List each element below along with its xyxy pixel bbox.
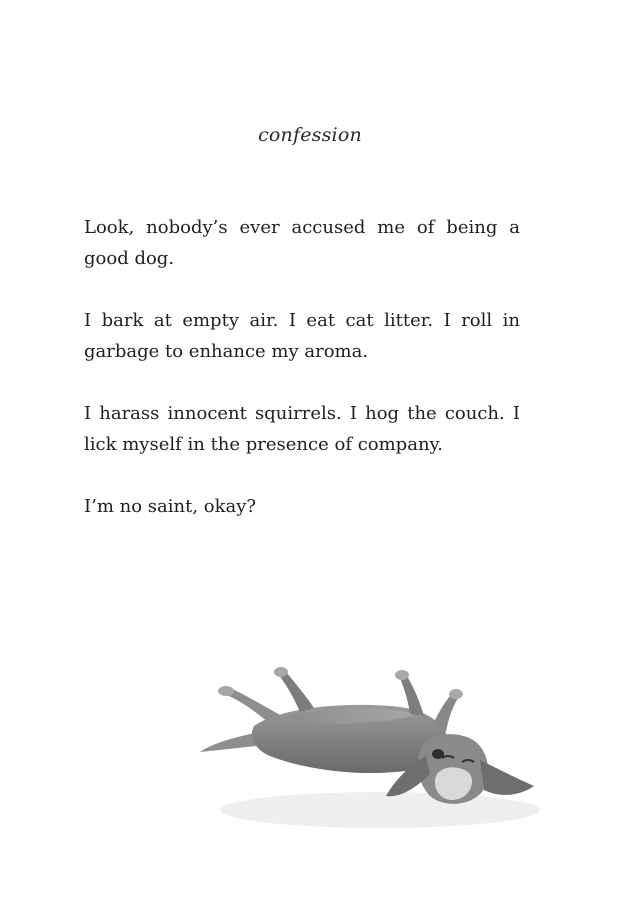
paragraph: I’m no saint, okay?: [84, 496, 257, 517]
paragraph: Look, nobody’s ever accused me of being a good dog.: [84, 217, 520, 269]
dog-tail: [200, 732, 260, 752]
dog-paw: [218, 686, 234, 696]
body-text: [84, 212, 520, 553]
dog-nose: [432, 749, 444, 759]
dog-paw: [395, 670, 409, 680]
dog-paw: [274, 667, 288, 677]
paragraph: I bark at empty air. I eat cat litter. I roll in garbage to enhance my aroma.: [84, 310, 520, 362]
page-title: confession: [258, 124, 362, 146]
paragraph: I harass innocent squirrels. I hog the couch. I lick myself in the presence of company.: [84, 403, 520, 455]
ground-shadow: [220, 792, 540, 828]
dog-ear: [480, 760, 534, 795]
dog-paw: [449, 689, 463, 699]
dog-illustration: [190, 660, 550, 850]
